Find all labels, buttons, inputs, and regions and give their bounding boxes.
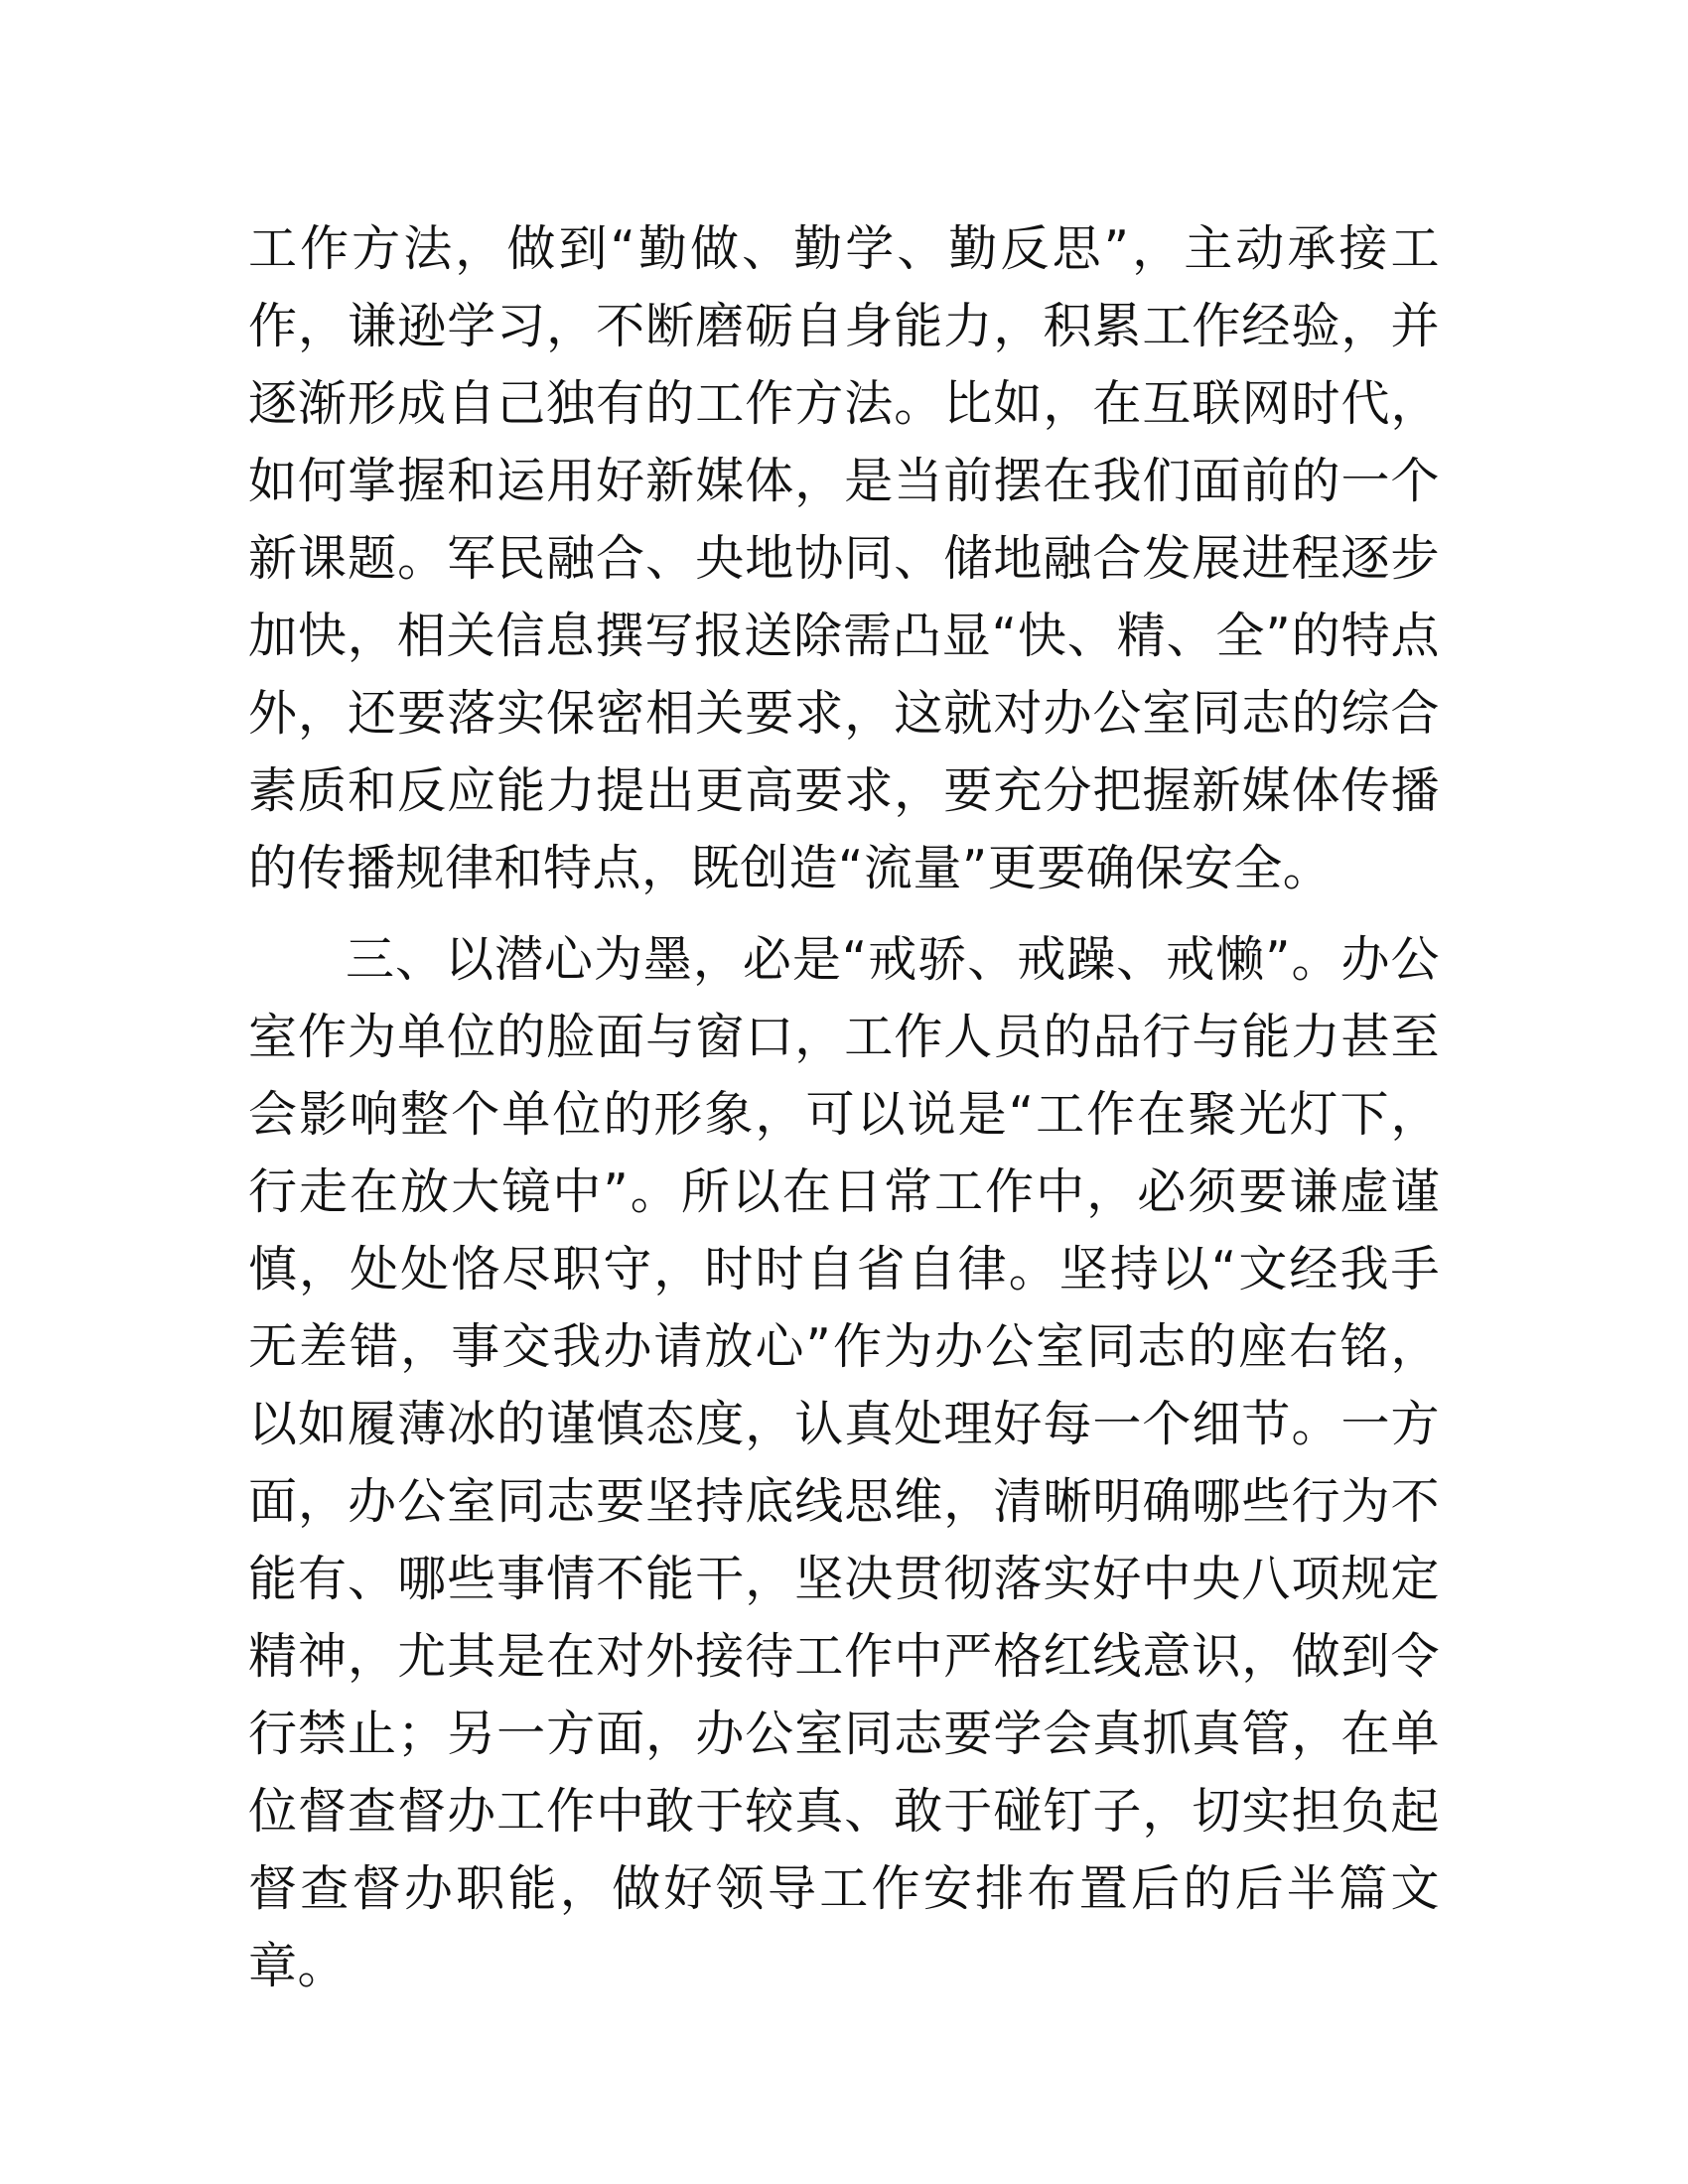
- paragraph-section-three: 三、以潜心为墨，必是“戒骄、戒躁、戒懒”。办公室作为单位的脸面与窗口，工作人员的品行与能力甚至会影响整个单位的形象，可以说是“工作在聚光灯下，行走在放大镜中”。所以在日常工作中，必须要谦虚谨慎，处处恪尽职守，时时自省自律。坚持以“文经我手无差错，事交我办请放心”作为办公室同志的座右铭，以如履薄冰的谨慎态度，认真处理好每一个细节。一方面，办公室同志要坚持底线思维，清晰明确哪些行为不能有、哪些事情不能干，坚决贯彻落实好中央八项规定精神，尤其是在对外接待工作中严格红线意识，做到令行禁止；另一方面，办公室同志要学会真抓真管，在单位督查督办工作中敢于较真、敢于碰钉子，切实担负起督查督办职能，做好领导工作安排布置后的后半篇文章。: [248, 931, 1440, 1994]
- body-text: [248, 210, 1440, 2005]
- paragraph-continuation: 工作方法，做到“勤做、勤学、勤反思”，主动承接工作，谦逊学习，不断磨砺自身能力，积累工作经验，并逐渐形成自己独有的工作方法。比如，在互联网时代，如何掌握和运用好新媒体，是当前摆在我们面前的一个新课题。军民融合、央地协同、储地融合发展进程逐步加快，相关信息撰写报送除需凸显“快、精、全”的特点外，还要落实保密相关要求，这就对办公室同志的综合素质和反应能力提出更高要求，要充分把握新媒体传播的传播规律和特点，既创造“流量”更要确保安全。: [248, 220, 1440, 896]
